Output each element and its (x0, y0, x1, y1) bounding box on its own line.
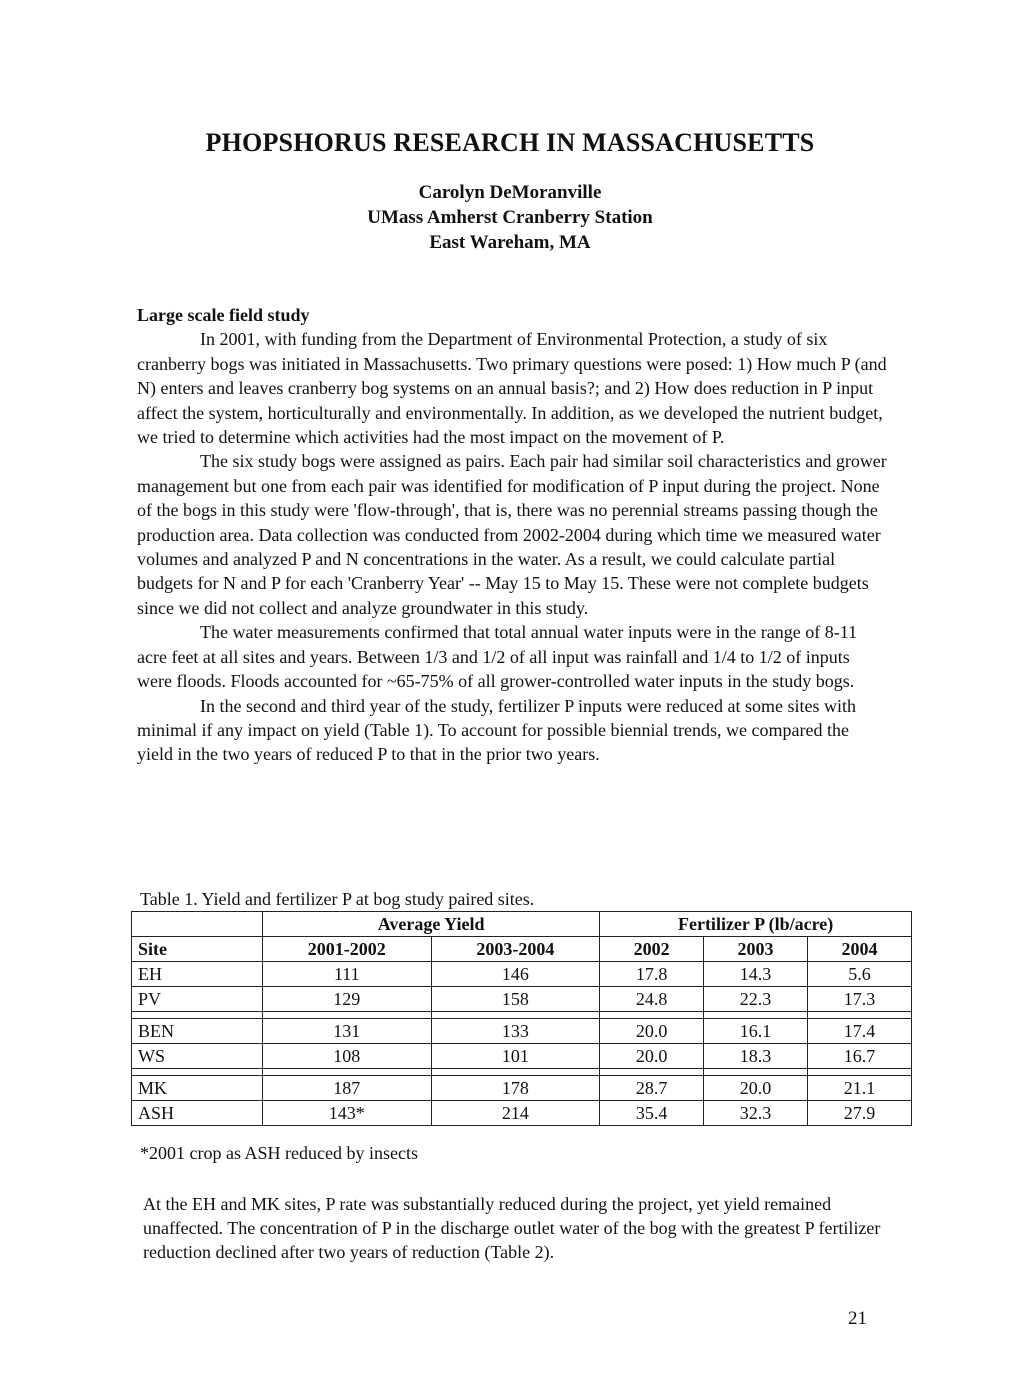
table-cell: 187 (263, 1076, 432, 1101)
table-cell: 146 (431, 962, 600, 987)
page-number: 21 (848, 1308, 867, 1329)
table-cell: 143* (263, 1101, 432, 1126)
author-name: Carolyn DeMoranville (418, 182, 602, 203)
table-row (132, 1044, 912, 1069)
column-header: 2003 (704, 937, 808, 962)
author-block (0, 180, 1020, 255)
table-footnote: *2001 crop as ASH reduced by insects (140, 1143, 418, 1163)
section-heading: Large scale field study (137, 305, 310, 325)
column-header: 2004 (808, 937, 912, 962)
group-header-fertilizer: Fertilizer P (lb/acre) (600, 912, 912, 937)
table-cell: 5.6 (808, 962, 912, 987)
author-affiliation: UMass Amherst Cranberry Station (367, 207, 653, 228)
table-row (132, 1076, 912, 1101)
table-row (132, 1019, 912, 1044)
table-cell: 21.1 (808, 1076, 912, 1101)
table-cell: 214 (431, 1101, 600, 1126)
paragraph: In 2001, with funding from the Department of Environmental Protection, a study of six cranberry bogs was initiated in Massachusetts. Two primary questions were posed: 1) How much P (and N) enters and leaves cranberry bog systems on an annual basis?; and 2) How does reduction in P input affect the system, horticulturally and environmentally. In addition, as we developed the nutrient budget, we tried to determine which activities had the most impact on the movement of P. (137, 329, 887, 448)
paragraph: In the second and third year of the study, fertilizer P inputs were reduced at some sites with minimal if any impact on yield (Table 1). To account for possible biennial trends, we compared the yield in the two years of reduced P to that in the prior two years. (137, 695, 856, 765)
table-spacer-row (132, 1012, 912, 1019)
table-cell: 27.9 (808, 1101, 912, 1126)
closing-paragraph: At the EH and MK sites, P rate was substantially reduced during the project, yet yield remained unaffected. The concentration of P in the discharge outlet water of the bog with the greatest P fertilizer reduction declined after two years of reduction (Table 2). (143, 1194, 881, 1262)
paragraph: The water measurements confirmed that total annual water inputs were in the range of 8-11 acre feet at all sites and years. Between 1/3 and 1/2 of all input was rainfall and 1/4 to 1/2 of inputs were floods. Floods accounted for ~65-75% of all grower-controlled water inputs in the study bogs. (137, 622, 858, 692)
paragraph: The six study bogs were assigned as pairs. Each pair had similar soil characteristics and grower management but one from each pair was identified for modification of P input during the project. None of the bogs in this study were 'flow-through', that is, there was no perennial streams passing though the production area. Data collection was conducted from 2002-2004 during which time we measured water volumes and analyzed P and N concentrations in the water. As a result, we could calculate partial budgets for N and P for each 'Cranberry Year' -- May 15 to May 15. These were not complete budgets since we did not collect and analyze groundwater in this study. (137, 451, 887, 618)
table-cell: 178 (431, 1076, 600, 1101)
table-cell: 16.7 (808, 1044, 912, 1069)
table-cell: 14.3 (704, 962, 808, 987)
table-cell: 131 (263, 1019, 432, 1044)
table-cell: 22.3 (704, 987, 808, 1012)
table-cell: PV (132, 987, 263, 1012)
column-header: 2003-2004 (431, 937, 600, 962)
table-cell: WS (132, 1044, 263, 1069)
table-cell: 20.0 (600, 1044, 704, 1069)
table-group-header-row (132, 912, 912, 937)
table-spacer-row (132, 1069, 912, 1076)
table-cell: ASH (132, 1101, 263, 1126)
table-cell: 24.8 (600, 987, 704, 1012)
table-cell: 20.0 (704, 1076, 808, 1101)
table-cell: 16.1 (704, 1019, 808, 1044)
document-title: PHOPSHORUS RESEARCH IN MASSACHUSETTS (205, 128, 815, 157)
table-cell: 17.3 (808, 987, 912, 1012)
group-header-yield: Average Yield (263, 912, 600, 937)
table-cell: MK (132, 1076, 263, 1101)
column-header: Site (132, 937, 263, 962)
table-row (132, 962, 912, 987)
table-caption: Table 1. Yield and fertilizer P at bog study paired sites. (140, 889, 535, 909)
table-cell: EH (132, 962, 263, 987)
table-cell: 111 (263, 962, 432, 987)
table-header-row (132, 937, 912, 962)
table-cell: 18.3 (704, 1044, 808, 1069)
table-cell: 20.0 (600, 1019, 704, 1044)
author-location: East Wareham, MA (429, 232, 591, 253)
table-row (132, 1101, 912, 1126)
table-cell: 35.4 (600, 1101, 704, 1126)
table-row (132, 987, 912, 1012)
column-header: 2001-2002 (263, 937, 432, 962)
table-cell: 133 (431, 1019, 600, 1044)
table-cell: 17.4 (808, 1019, 912, 1044)
table-cell: 28.7 (600, 1076, 704, 1101)
table-cell: 129 (263, 987, 432, 1012)
column-header: 2002 (600, 937, 704, 962)
table-cell: 108 (263, 1044, 432, 1069)
table-cell: BEN (132, 1019, 263, 1044)
table-corner-cell (132, 912, 263, 937)
table-cell: 158 (431, 987, 600, 1012)
table-cell: 32.3 (704, 1101, 808, 1126)
body-section (137, 303, 887, 767)
yield-fertilizer-table (131, 911, 912, 1126)
table-cell: 101 (431, 1044, 600, 1069)
table-cell: 17.8 (600, 962, 704, 987)
